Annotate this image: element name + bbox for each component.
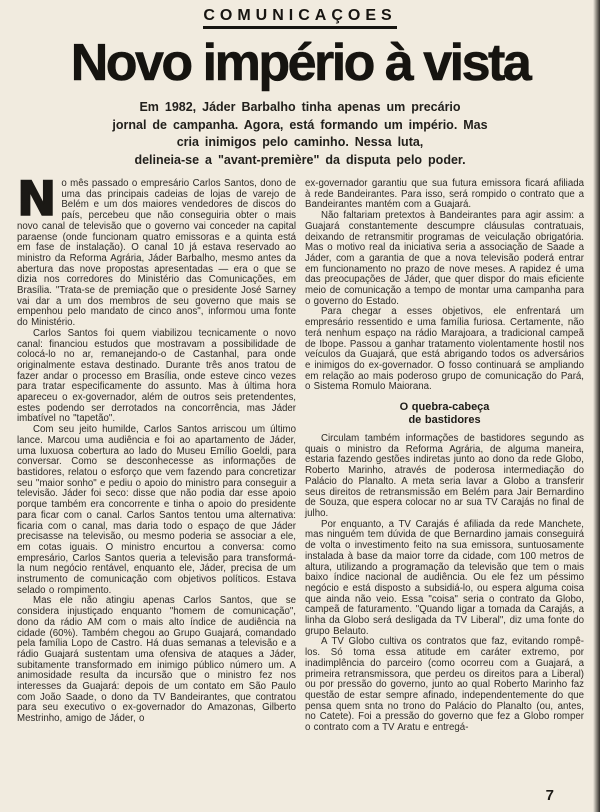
masthead [0,0,600,169]
right-column [305,179,584,734]
section-label-row [0,0,600,29]
standfirst [60,99,540,169]
headline: Novo império à vista [70,34,530,92]
paragraph: Com seu jeito humilde, Carlos Santos arriscou um último lance. Marcou uma audiência e foi ao apartamento de Jáder, uma luxuosa cobertura ao lado do Museu Emílio Goeldi, para conversar. Como se desconhecesse as informações de bastidores, relatou o esforço que vem fazendo para concretizar seu "maior sonho" e pediu o apoio do ministro para conseguir a televisão. Jáder foi seco: disse que não podia dar esse apoio porque também era concorrente e tinha o apoio do presidente para ficar com o canal. Carlos Santos tentou uma alternativa: ficaria com o canal, mas daria todo o espaço de que Jáder precisasse na televisão, ou mesmo poderia se associar a ele, em cotas iguais. O ministro encurtou a conversa: como empresário, Carlos Santos queria a televisão para transformá-la num negócio rentável, enquanto ele, Jáder, precisa de um instrumento de comunicação com objetivos políticos. Estava selado o rompimento. [17,424,296,596]
paragraph: Para chegar a esses objetivos, ele enfrentará um empresário ressentido e uma família furiosa. Certamente, não terá nenhum espaço na rádio Marajoara, a tradicional campeã de Ibope. Passou a ganhar tratamento violentamente hostil nos veículos da Guajará, que está abrigando todos os adversários e inimigos do ex-governador. O fosso continuará se ampliando em relação ao mais poderoso grupo de comunicação do Pará, o Sistema Romulo Maiorana. [305,306,584,393]
page-number: 7 [545,787,554,804]
paragraph: Circulam também informações de bastidores segundo as quais o ministro da Reforma Agrária, de alguma maneira, estaria fazendo gestões indiretas junto ao dono da rede Globo, Roberto Marinho, através de poderosa intermediação do Palácio do Planalto. A meta seria lavar a Globo a transferir seus direitos de retransmissão em Belém para Jair Bernardino de Souza, que espera colocar no ar sua TV Carajás no final de julho. [305,433,584,519]
paragraph: Carlos Santos foi quem viabilizou tecnicamente o novo canal: financiou estudos que mostravam a possibilidade de colocá-lo no ar, remanejando-o de Castanhal, para onde originalmente estava destinado. Durante três anos tratou de fazer andar o processo em Brasília, onde esteve cinco vezes para tratar especificamente do assunto. Mas à última hora apareceu o ex-governador, além de outros seis pretendentes, estes podendo ser derrotados na concorrência, mas Jáder imbatível no "tapetão". [17,327,296,425]
standfirst-line: Em 1982, Jáder Barbalho tinha apenas um precário [139,100,461,114]
paragraph-text: o mês passado o empresário Carlos Santos, dono de uma das principais cadeias de lojas de varejo de Belém e um dos maiores vendedores de discos do país, percebeu que não conseguiria obter o mais novo canal de televisão que o governo vai conceder na capital paraense (onde funcionam quatro emissoras e a quinta está em fase de instalação). O canal 10 já estava reservado ao ministro da Reforma Agrária, Jáder Barbalho, mesmo antes da abertura das nove propostas apresentadas — era o que se dizia nos corredores do Ministério das Comunicações, em Brasília. "Trata-se de premiação que o presidente José Sarney vai dar a um dos membros de seu governo que mais se empenhou pelo mandato de cinco anos", informou uma fonte do Ministério. [17,178,296,329]
subheading-line: O quebra-cabeça [399,401,490,414]
section-label: COMUNICAÇOES [203,7,396,29]
standfirst-line: delineia-se a "avant-première" da disputa pelo poder. [134,152,466,167]
standfirst-line: cria inimigos pelo caminho. Nessa luta, [176,135,424,149]
subheading [305,401,584,427]
paragraph: Mas ele não atingiu apenas Carlos Santos, que se considera injustiçado enquanto "homem de comunicação", dono da rádio AM com o mais alto índice de audiência na cidade (60%). Também chegou ao Grupo Guajará, comandado pela família Lopo de Castro. Há duas semanas a televisão e a rádio Guajará sustentam uma ofensiva de ataques a Jáder, subitamente transformado em inimigo público número um. A animosidade resulta da incursão que o ministro fez nos interesses da Guajará: depois de um contato em São Paulo com João Saade, o dono da TV Bandeirantes, que contratou para seu executivo o ex-governador do Amazonas, Gilberto Mestrinho, amigo de Jáder, o [17,595,296,725]
opening-paragraph [17,172,296,329]
paragraph: A TV Globo cultiva os contratos que faz, evitando rompê-los. Só toma essa atitude em caráter extremo, por inadimplência do parceiro (como ocorreu com a Guajará, a primeira retransmissora, que perdeu os direitos para a Liberal) ou por pressão do governo, junto ao qual Roberto Marinho faz questão de estar sempre afinado, independentemente do que pensa quem snta no trono do Palácio do Planalto (ou, antes, no Catete). Foi a pressão do governo que fez a Globo romper o contrato com a TV Aratu e entregá- [305,636,584,734]
subheading-line: de bastidores [408,414,481,427]
article-body [0,172,600,734]
paragraph-continuation: ex-governador garantiu que sua futura emissora ficará afiliada à rede Bandeirantes. Para isso, será rompido o contrato que a Bandeirantes mantém com a Guajará. [305,178,584,211]
left-column [17,172,296,734]
paragraph: Por enquanto, a TV Carajás é afiliada da rede Manchete, mas ninguém tem dúvida de que Bernardino jamais conseguirá de volta o investimento feito na sua emissora, suntuosamente instalada à base da maior torre da cidade, com 100 metros de altura, utilizando a programação da televisão que tem o mais baixo índice nacional de audiência. Ou ele fez um péssimo negócio e está disposto a subsidiá-lo, ou espera alguma coisa que ainda não veio. Essa "coisa" seria o contrato da Globo, campeã de faturamento. "Quando ligar a tomada da Carajás, a linha da Globo será desligada da TV Liberal", diz uma fonte do grupo Belauto. [305,518,584,637]
drop-cap: N [17,172,57,227]
paragraph: Não faltariam pretextos à Bandeirantes para agir assim: a Guajará constantemente descumpre cláusulas contratuais, deixando de retransmitir programas de veiculação obrigatória. Mas o motivo real da iniciativa seria a associação de Saade a Jáder, com a garantia de que a nova televisão poderá entrar em funcionamento no prazo de nove meses. A rapidez é uma das preocupações de Jáder, que quer dispor do mais eficiente meio de comunicação a tempo de montar uma campanha para o governo do Estado. [305,210,584,307]
standfirst-line: jornal de campanha. Agora, está formando um império. Mas [112,117,488,132]
